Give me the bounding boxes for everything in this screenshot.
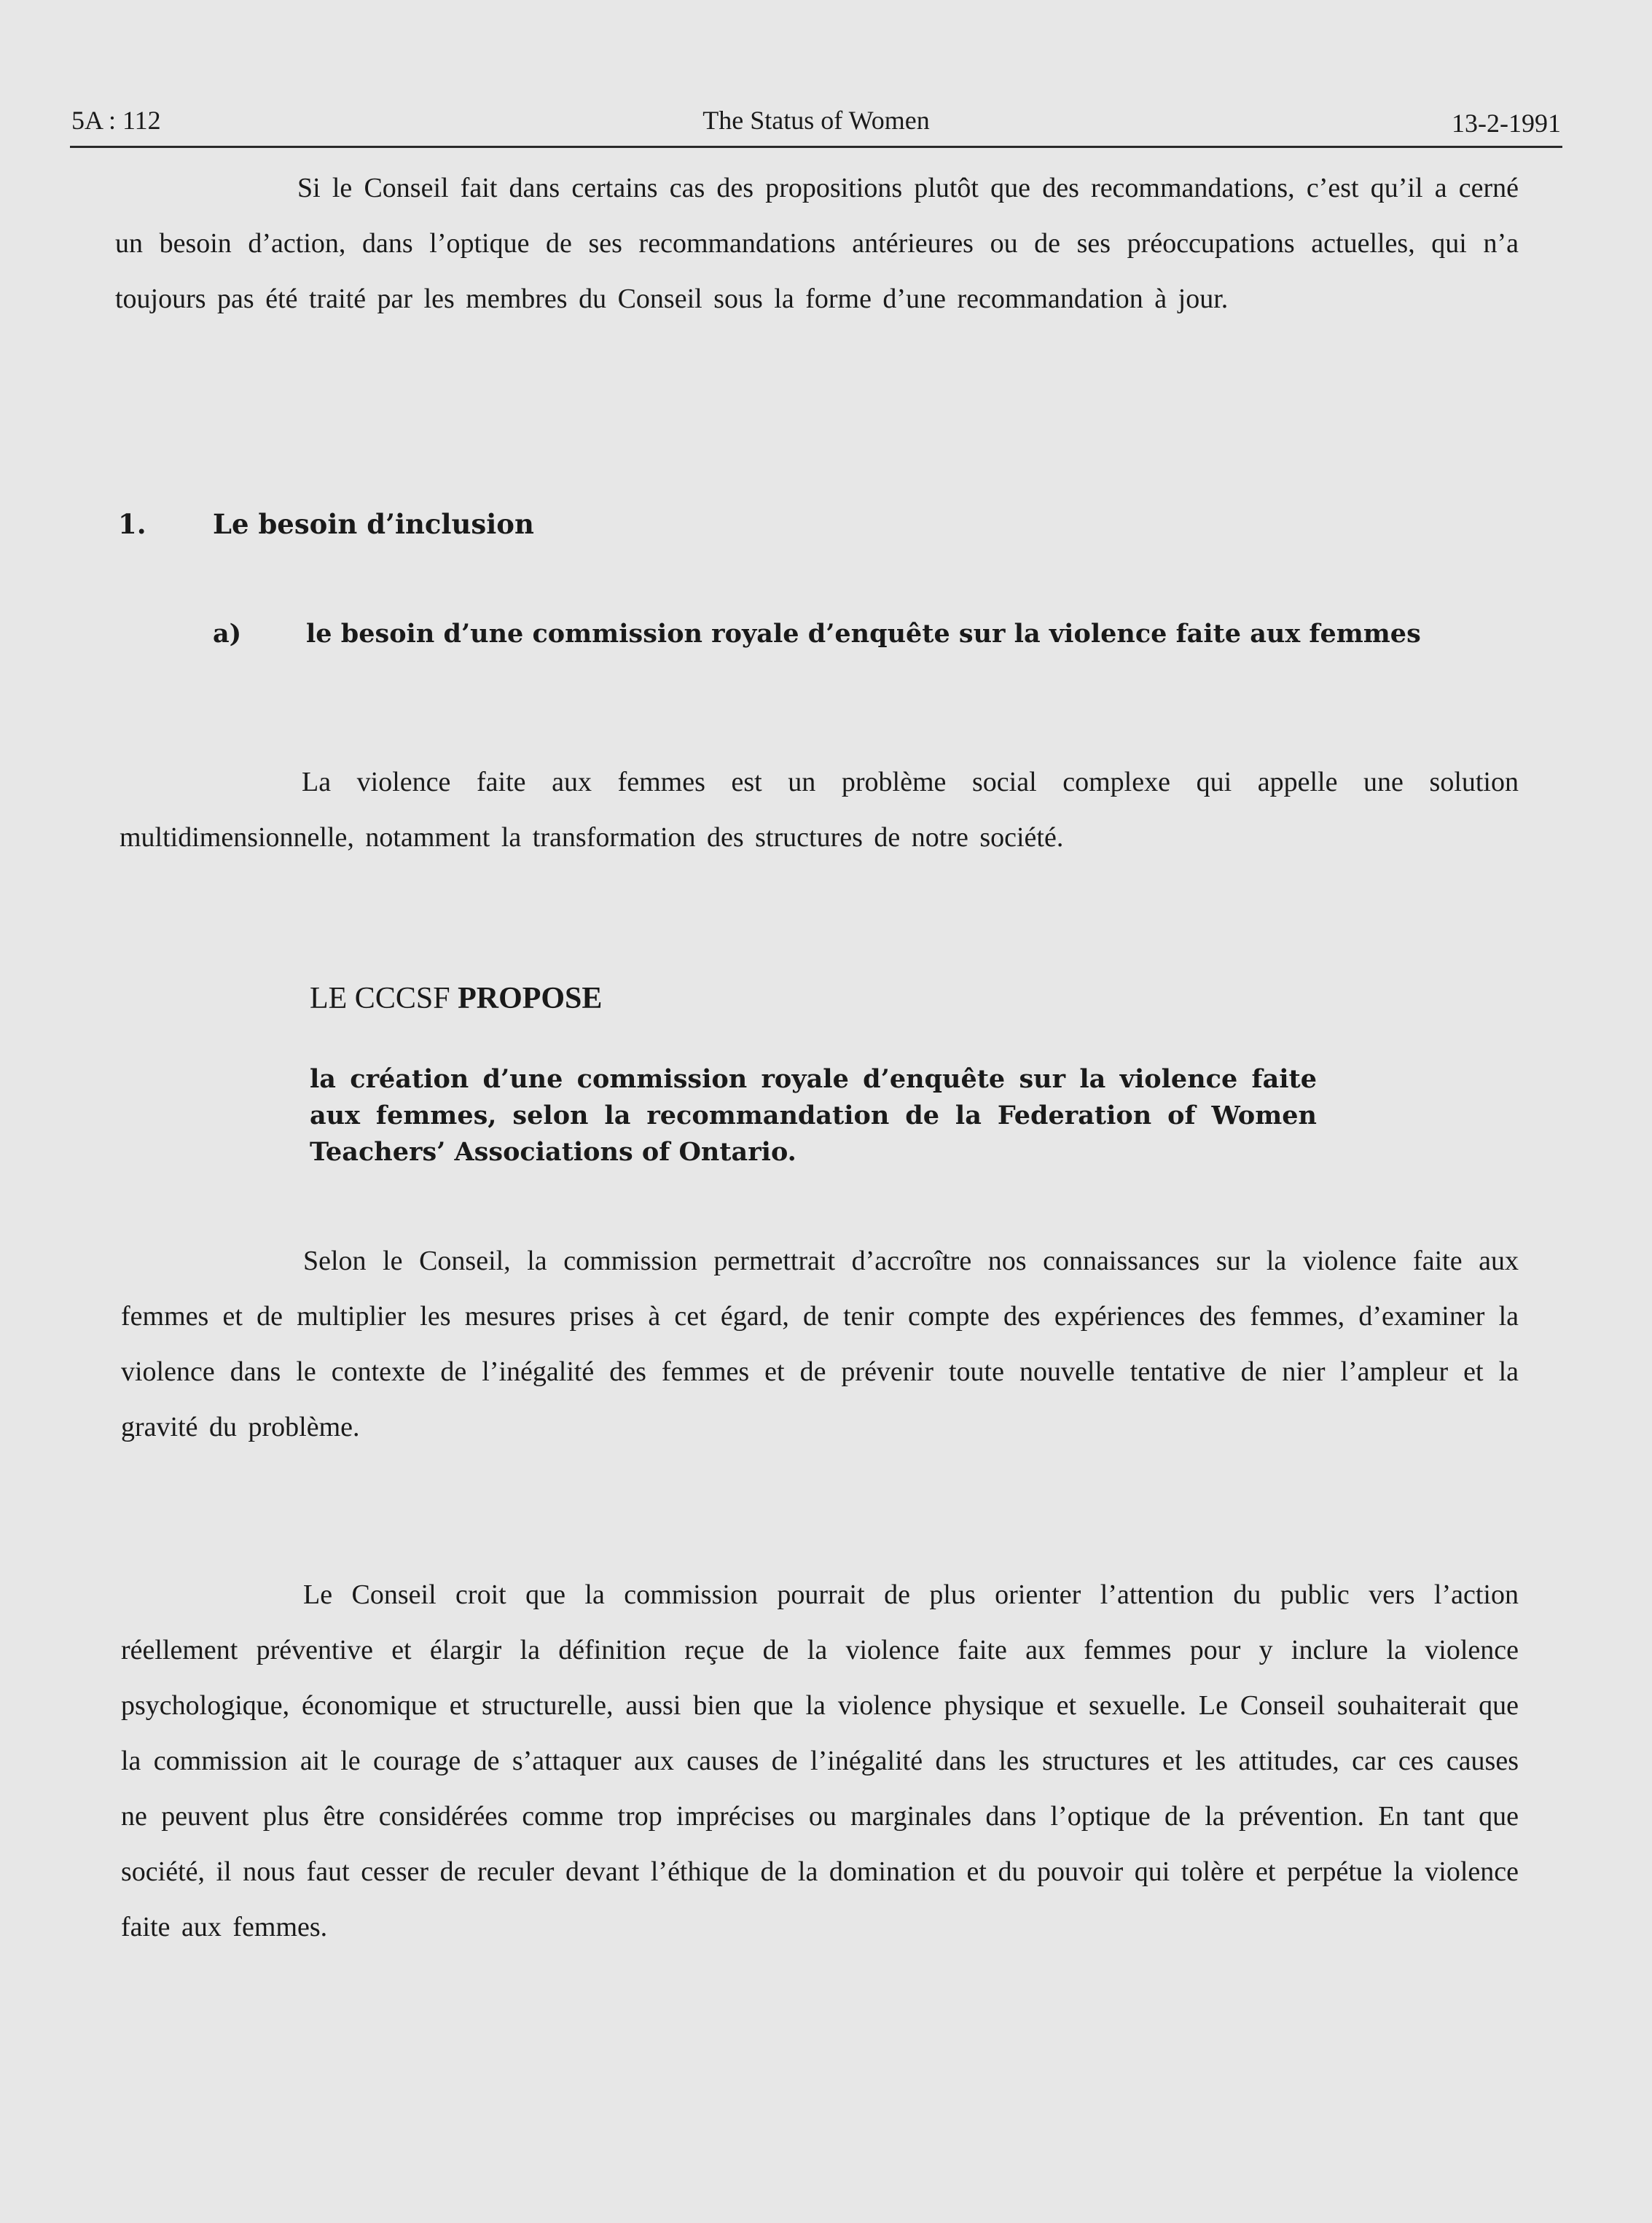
document-title: The Status of Women bbox=[702, 106, 930, 135]
proposal-text: la création d’une commission royale d’enquête sur la violence faite aux femmes, selon la recommandation de la Federation of Women Teachers’ Associations of Ontario. bbox=[310, 1064, 1317, 1167]
violence-paragraph: La violence faite aux femmes est un problème social complexe qui appelle une solution multidimensionnelle, notamment la transformation des structures de notre société. bbox=[120, 767, 1519, 853]
subsection-heading bbox=[213, 620, 1517, 649]
proposal-heading bbox=[310, 981, 602, 1016]
proposal-keyword: PROPOSE bbox=[458, 982, 603, 1015]
section-heading bbox=[118, 508, 534, 540]
proposal-prefix: LE CCCSF bbox=[310, 982, 450, 1015]
conseil-paragraph-1: Selon le Conseil, la commission permettrait d’accroître nos connaissances sur la violence faite aux femmes et de multiplier les mesures prises à cet égard, de tenir compte des expériences des femmes, d’examiner la violence dans le contexte de l’inégalité des femmes et de prévenir toute nouvelle tentative de nier l’ampleur et la gravité du problème. bbox=[121, 1246, 1519, 1442]
document-date: 13-2-1991 bbox=[1452, 109, 1561, 138]
subsection-title: le besoin d’une commission royale d’enquête sur la violence faite aux femmes bbox=[306, 619, 1421, 649]
page-reference: 5A : 112 bbox=[71, 106, 161, 135]
intro-paragraph: Si le Conseil fait dans certains cas des propositions plutôt que des recommandations, c’est qu’il a cerné un besoin d’action, dans l’optique de ses recommandations antérieures ou de ses préoccupations actuelles, qui n’a toujours pas été traité par les membres du Conseil sous la forme d’une recommandation à jour. bbox=[115, 173, 1519, 314]
section-number: 1. bbox=[118, 508, 146, 540]
page-header bbox=[71, 105, 1561, 146]
conseil-paragraph-2: Le Conseil croit que la commission pourrait de plus orienter l’attention du public vers l’action réellement préventive et élargir la définition reçue de la violence faite aux femmes pour y inclure la violence psychologique, économique et structurelle, aussi bien que la violence physique et sexuelle. Le Conseil souhaiterait que la commission ait le courage de s’attaquer aux causes de l’inégalité dans les structures et les attitudes, car ces causes ne peuvent plus être considérées comme trop imprécises ou marginales dans l’optique de la prévention. En tant que société, il nous faut cesser de reculer devant l’éthique de la domination et du pouvoir qui tolère et perpétue la violence faite aux femmes. bbox=[121, 1579, 1519, 1942]
header-rule bbox=[70, 146, 1562, 148]
subsection-letter: a) bbox=[213, 619, 242, 649]
section-title: Le besoin d’inclusion bbox=[213, 508, 534, 540]
